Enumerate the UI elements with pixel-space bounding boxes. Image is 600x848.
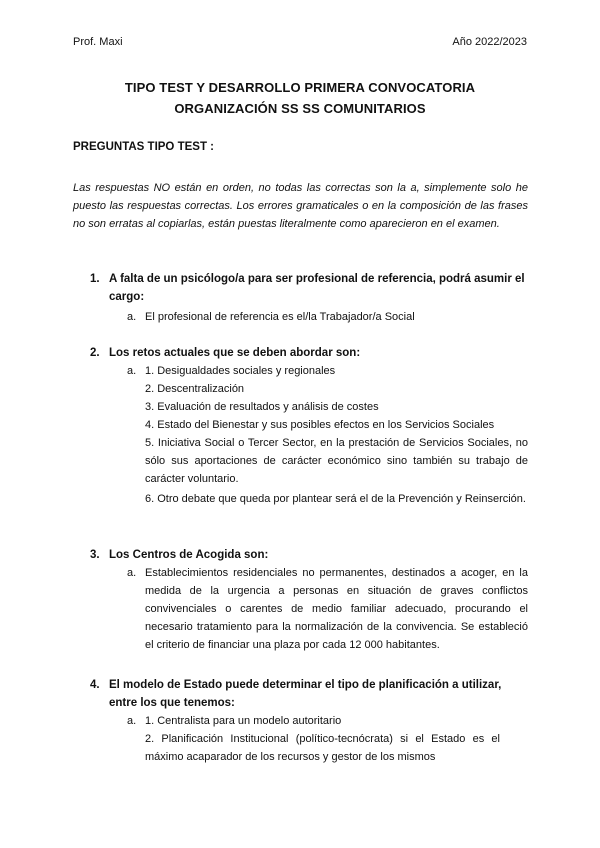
question-text-line-1: El modelo de Estado puede determinar el tipo de planificación a utilizar, [109, 679, 502, 691]
document-title-line-2: ORGANIZACIÓN SS SS COMUNITARIOS [174, 101, 426, 116]
answer-item: 1. Centralista para un modelo autoritario [145, 715, 342, 727]
question-text-line-1: A falta de un psicólogo/a para ser profesional de referencia, podrá asumir el [109, 273, 525, 285]
answer-letter: a. [127, 567, 137, 579]
answer-letter: a. [127, 365, 137, 377]
question-4 [90, 676, 530, 712]
answer-text: El profesional de referencia es el/la Trabajador/a Social [145, 311, 415, 323]
answer-letter: a. [127, 311, 137, 323]
answer-item: 2. Descentralización [145, 383, 245, 395]
question-text-line-2: cargo: [109, 291, 145, 303]
header-year: Año 2022/2023 [452, 36, 527, 48]
document-title-line-1: TIPO TEST Y DESARROLLO PRIMERA CONVOCATORIA [124, 80, 476, 95]
answer-letter: a. [127, 715, 137, 727]
answer-item: 3. Evaluación de resultados y análisis de costes [145, 401, 379, 413]
header-author: Prof. Maxi [73, 36, 123, 48]
answer-item: 1. Desigualdades sociales y regionales [145, 365, 336, 377]
question-text-line-2: entre los que tenemos: [109, 697, 235, 709]
question-2 [90, 344, 530, 362]
question-number: 4. [90, 679, 100, 691]
question-3 [90, 546, 530, 564]
question-number: 1. [90, 273, 100, 285]
section-title: PREGUNTAS TIPO TEST : [73, 141, 214, 153]
question-number: 3. [90, 549, 100, 561]
question-text: Los Centros de Acogida son: [109, 549, 269, 561]
answer-item: 4. Estado del Bienestar y sus posibles efectos en los Servicios Sociales [145, 419, 495, 431]
answer-item: 5. Iniciativa Social o Tercer Sector, en la prestación de Servicios Sociales, no sólo sus aportaciones de carácter económico sino también su trabajo de carácter voluntario. [145, 437, 528, 485]
question-number: 2. [90, 347, 100, 359]
answer-text: Establecimientos residenciales no permanentes, destinados a acoger, en la medida de la urgencia a personas en situación de graves conflictos convivenciales o carentes de medio familiar adecuado, procurando el necesario tratamiento para la normalización de la convivencia. Se estableció el criterio de financiar una plaza por cada 12 000 habitantes. [145, 567, 528, 651]
question-1 [90, 270, 530, 306]
question-text: Los retos actuales que se deben abordar son: [109, 347, 361, 359]
answer-item: 2. Planificación Institucional (político-tecnócrata) si el Estado es el máximo acaparador de los recursos y gestor de los mismos [145, 733, 500, 763]
intro-paragraph: Las respuestas NO están en orden, no todas las correctas son la a, simplemente solo he puesto las respuestas correctas. Los errores gramaticales o en la composición de las frases no son erratas al copiarlas, están puestas literalmente como aparecieron en el examen. [73, 182, 528, 230]
answer-item: 6. Otro debate que queda por plantear será el de la Prevención y Reinserción. [145, 493, 526, 505]
